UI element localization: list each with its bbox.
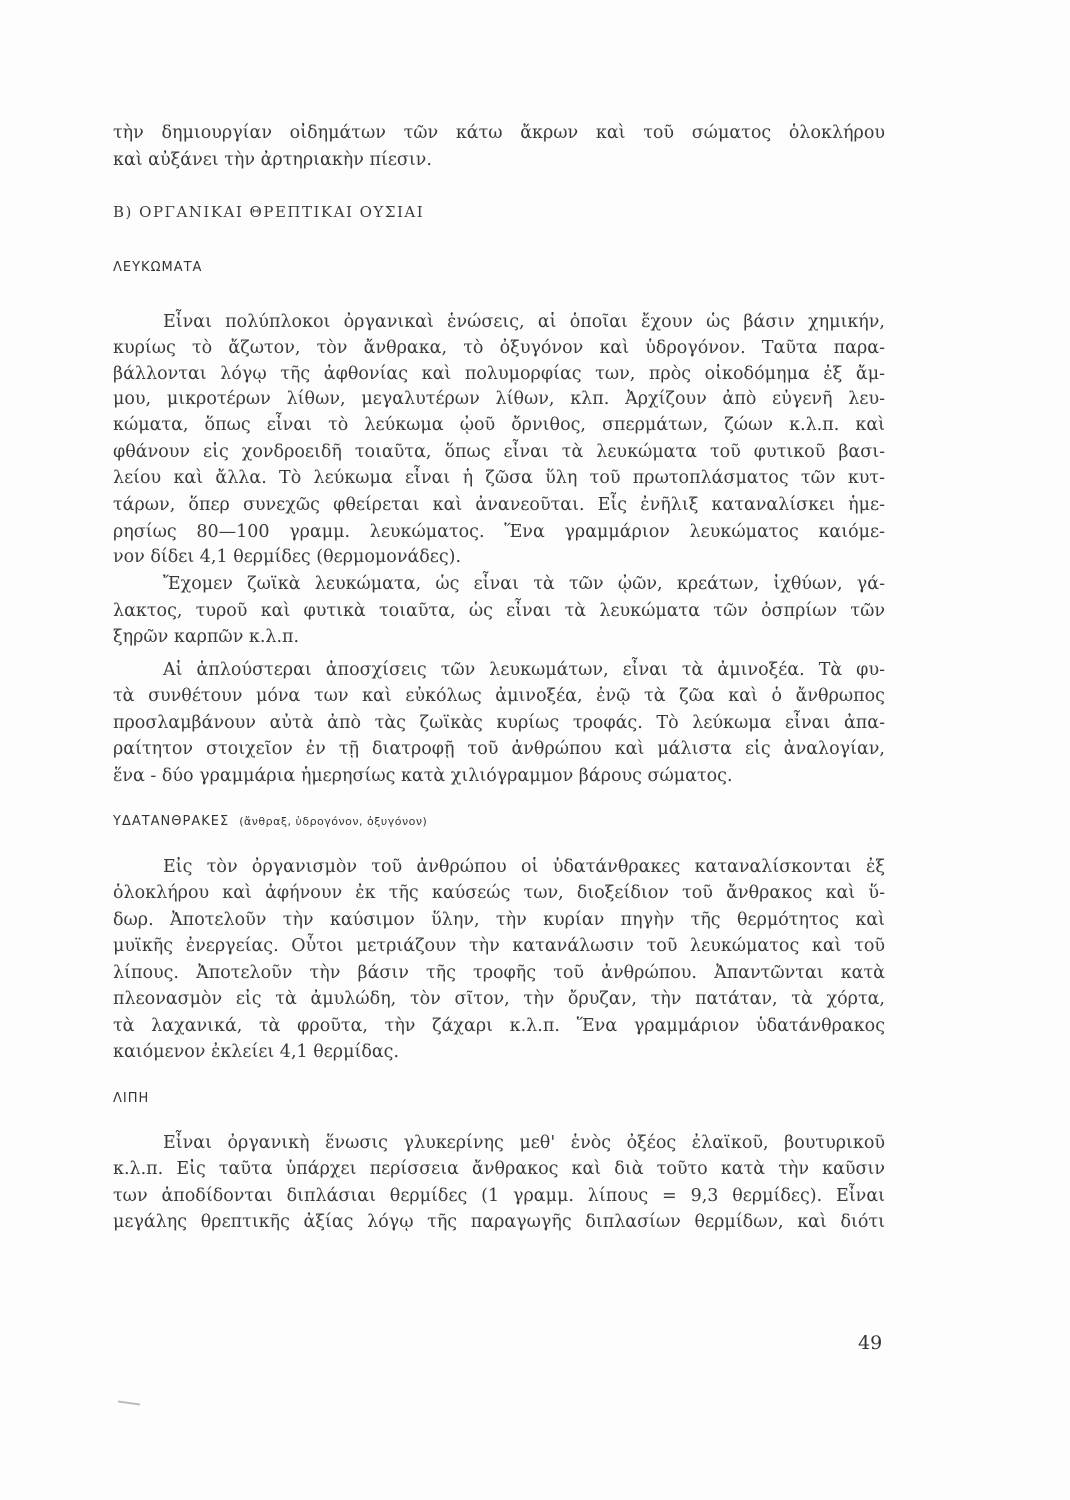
text-line: τὰ συνθέτουν μόνα των καὶ εὐκόλως ἀμινοξέα, ἐνῷ τὰ ζῶα καὶ ὁ ἄνθρωπος [113, 686, 885, 706]
page-number: 49 [858, 1332, 883, 1354]
text-line: κυρίως τὸ ἄζωτον, τὸν ἄνθρακα, τὸ ὀξυγόνον καὶ ὑδρογόνον. Ταῦτα παρα- [113, 338, 885, 358]
heading-proteins: ΛΕΥΚΩΜΑΤΑ [113, 260, 203, 275]
heading-text: ΥΔΑΤΑΝΘΡΑΚΕΣ [113, 814, 230, 829]
text-line: ὁλοκλήρου καὶ ἀφήνουν ἐκ τῆς καύσεώς των, διοξείδιον τοῦ ἄνθρακος καὶ ὕ- [113, 883, 885, 903]
text-line: Εἶναι ὀργανικὴ ἕνωσις γλυκερίνης μεθ' ἑνὸς ὀξέος ἐλαϊκοῦ, βουτυρικοῦ [163, 1133, 885, 1153]
scan-mark [118, 1400, 140, 1405]
text-line: κ.λ.π. Εἰς ταῦτα ὑπάρχει περίσσεια ἄνθρακος καὶ διὰ τοῦτο κατὰ τὴν καῦσιν [113, 1159, 885, 1179]
text-line: καιόμενον ἐκλείει 4,1 θερμίδας. [113, 1042, 400, 1062]
text-line: λακτος, τυροῦ καὶ φυτικὰ τοιαῦτα, ὡς εἶναι τὰ λευκώματα τῶν ὀσπρίων τῶν [113, 601, 885, 621]
text-line: κώματα, ὅπως εἶναι τὸ λεύκωμα ᾠοῦ ὄρνιθος, σπερμάτων, ζώων κ.λ.π. καὶ [113, 415, 885, 435]
subheading: (ἄνθραξ, ὑδρογόνον, ὀξυγόνον) [239, 815, 428, 828]
text-line: Εἶναι πολύπλοκοι ὀργανικαὶ ἑνώσεις, αἱ ὁποῖαι ἔχουν ὡς βάσιν χημικήν, [163, 312, 885, 332]
text-line: ἕνα - δύο γραμμάρια ἡμερησίως κατὰ χιλιόγραμμον βάρους σώματος. [113, 766, 733, 786]
text-line: μου, μικροτέρων λίθων, μεγαλυτέρων λίθων, κλπ. Ἀρχίζουν ἀπὸ εὐγενῆ λευ- [113, 389, 885, 409]
text-line: μεγάλης θρεπτικῆς ἀξίας λόγῳ τῆς παραγωγῆς διπλασίων θερμίδων, καὶ διότι [113, 1212, 885, 1232]
text-line: ρησίως 80—100 γραμμ. λευκώματος. Ἕνα γραμμάριον λευκώματος καιόμε- [113, 522, 885, 542]
text-line: ραίτητον στοιχεῖον ἐν τῇ διατροφῇ τοῦ ἀνθρώπου καὶ μάλιστα εἰς ἀναλογίαν, [113, 739, 885, 759]
heading-carbohydrates [113, 814, 427, 829]
text-line: τὰ λαχανικά, τὰ φροῦτα, τὴν ζάχαρι κ.λ.π. Ἕνα γραμμάριον ὑδατάνθρακος [113, 1016, 885, 1036]
text-line: μυϊκῆς ἐνεργείας. Οὗτοι μετριάζουν τὴν κατανάλωσιν τοῦ λευκώματος καὶ τοῦ [113, 936, 885, 956]
text-line: νον δίδει 4,1 θερμίδες (θερμομονάδες). [113, 547, 462, 567]
text-line: ξηρῶν καρπῶν κ.λ.π. [113, 627, 300, 647]
text-line: πλεονασμὸν εἰς τὰ ἀμυλώδη, τὸν σῖτον, τὴν ὄρυζαν, τὴν πατάταν, τὰ χόρτα, [113, 989, 885, 1009]
text-line: φθάνουν εἰς χονδροειδῆ τοιαῦτα, ὅπως εἶναι τὰ λευκώματα τοῦ φυτικοῦ βασι- [113, 442, 885, 462]
text-line: Ἔχομεν ζωϊκὰ λευκώματα, ὡς εἶναι τὰ τῶν ᾠῶν, κρεάτων, ἰχθύων, γά- [163, 574, 885, 594]
section-title: Β) ΟΡΓΑΝΙΚΑΙ ΘΡΕΠΤΙΚΑΙ ΟΥΣΙΑΙ [113, 203, 425, 221]
text-line: λίπους. Ἀποτελοῦν τὴν βάσιν τῆς τροφῆς τοῦ ἀνθρώπου. Ἀπαντῶνται κατὰ [113, 963, 885, 983]
text-line: δωρ. Ἀποτελοῦν τὴν καύσιμον ὕλην, τὴν κυρίαν πηγὴν τῆς θερμότητος καὶ [113, 910, 885, 930]
text-line: τὴν δημιουργίαν οἰδημάτων τῶν κάτω ἄκρων καὶ τοῦ σώματος ὁλοκλήρου [113, 123, 885, 143]
text-line: τάρων, ὅπερ συνεχῶς φθείρεται καὶ ἀνανεοῦται. Εἷς ἐνῆλιξ καταναλίσκει ἡμε- [113, 495, 885, 515]
text-line: προσλαμβάνουν αὐτὰ ἀπὸ τὰς ζωϊκὰς κυρίως τροφάς. Τὸ λεύκωμα εἶναι ἀπα- [113, 713, 885, 733]
text-line: βάλλονται λόγῳ τῆς ἀφθονίας καὶ πολυμορφίας των, πρὸς οἰκοδόμημα ἐξ ἄμ- [113, 364, 885, 384]
text-line: Εἰς τὸν ὀργανισμὸν τοῦ ἀνθρώπου οἱ ὑδατάνθρακες καταναλίσκονται ἐξ [163, 857, 885, 877]
text-line: Αἱ ἁπλούστεραι ἀποσχίσεις τῶν λευκωμάτων, εἶναι τὰ ἀμινοξέα. Τὰ φυ- [163, 660, 885, 680]
heading-fats: ΛΙΠΗ [113, 1091, 150, 1106]
text-line: λείου καὶ ἄλλα. Τὸ λεύκωμα εἶναι ἡ ζῶσα ὕλη τοῦ πρωτοπλάσματος τῶν κυτ- [113, 468, 885, 488]
text-line: καὶ αὐξάνει τὴν ἀρτηριακὴν πίεσιν. [113, 150, 432, 170]
text-line: των ἀποδίδονται διπλάσιαι θερμίδες (1 γραμμ. λίπους = 9,3 θερμίδες). Εἶναι [113, 1186, 885, 1206]
